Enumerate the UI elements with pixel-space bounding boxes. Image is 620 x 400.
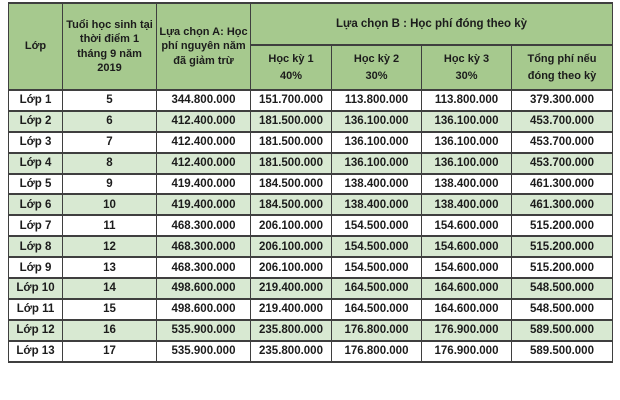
row-term1-cell: 151.700.000: [251, 90, 332, 111]
table-row: [9, 236, 613, 257]
header-option-a-column: Lựa chọn A: Học phí nguyên năm đã giảm trừ: [157, 3, 251, 90]
row-term3-cell: 136.100.000: [422, 153, 512, 174]
row-term1-cell: 219.400.000: [251, 299, 332, 320]
row-term3-cell: 176.900.000: [422, 341, 512, 362]
row-class-cell: Lớp 6: [9, 194, 63, 215]
row-option-a-cell: 344.800.000: [157, 90, 251, 111]
row-term2-cell: 138.400.000: [332, 194, 422, 215]
header-term1-percent: 40%: [279, 69, 303, 82]
header-term2-label: Học kỳ 2: [353, 52, 400, 65]
row-term3-cell: 136.100.000: [422, 111, 512, 132]
table-row: [9, 278, 613, 299]
row-option-a-cell: 498.600.000: [157, 299, 251, 320]
row-age-cell: 6: [63, 111, 157, 132]
row-age-cell: 13: [63, 257, 157, 278]
header-option-b-group: Lựa chọn B : Học phí đóng theo kỳ: [251, 3, 613, 45]
row-age-cell: 12: [63, 236, 157, 257]
row-age-cell: 14: [63, 278, 157, 299]
row-term2-cell: 136.100.000: [332, 111, 422, 132]
row-term1-cell: 206.100.000: [251, 236, 332, 257]
row-option-a-cell: 412.400.000: [157, 132, 251, 153]
row-term3-cell: 138.400.000: [422, 194, 512, 215]
row-term1-cell: 181.500.000: [251, 111, 332, 132]
row-total-cell: 515.200.000: [512, 215, 613, 236]
header-age-column: Tuổi học sinh tại thời điểm 1 tháng 9 năm 2019: [63, 3, 157, 90]
row-term2-cell: 154.500.000: [332, 215, 422, 236]
header-term1-column: [251, 45, 332, 90]
table-row: [9, 215, 613, 236]
row-age-cell: 17: [63, 341, 157, 362]
table-row: [9, 299, 613, 320]
row-age-cell: 5: [63, 90, 157, 111]
row-term3-cell: 138.400.000: [422, 174, 512, 195]
row-term2-cell: 154.500.000: [332, 257, 422, 278]
row-class-cell: Lớp 2: [9, 111, 63, 132]
row-term1-cell: 219.400.000: [251, 278, 332, 299]
row-class-cell: Lớp 12: [9, 320, 63, 341]
row-total-cell: 589.500.000: [512, 320, 613, 341]
row-term3-cell: 154.600.000: [422, 215, 512, 236]
row-term2-cell: 176.800.000: [332, 341, 422, 362]
row-term3-cell: 113.800.000: [422, 90, 512, 111]
row-term3-cell: 154.600.000: [422, 236, 512, 257]
row-term1-cell: 206.100.000: [251, 257, 332, 278]
row-class-cell: Lớp 13: [9, 341, 63, 362]
table-row: [9, 174, 613, 195]
header-term1-label: Học kỳ 1: [268, 52, 314, 65]
row-option-a-cell: 535.900.000: [157, 320, 251, 341]
row-class-cell: Lớp 8: [9, 236, 63, 257]
row-term2-cell: 136.100.000: [332, 132, 422, 153]
row-term1-cell: 181.500.000: [251, 153, 332, 174]
header-term3-label: Học kỳ 3: [443, 52, 490, 65]
row-option-a-cell: 468.300.000: [157, 215, 251, 236]
row-term2-cell: 164.500.000: [332, 299, 422, 320]
header-term2-column: [332, 45, 422, 90]
row-term1-cell: 184.500.000: [251, 174, 332, 195]
table-row: [9, 132, 613, 153]
row-term2-cell: 176.800.000: [332, 320, 422, 341]
table-row: [9, 111, 613, 132]
row-age-cell: 7: [63, 132, 157, 153]
row-term3-cell: 164.600.000: [422, 299, 512, 320]
row-term2-cell: 113.800.000: [332, 90, 422, 111]
table-row: [9, 341, 613, 362]
table-row: [9, 320, 613, 341]
row-class-cell: Lớp 1: [9, 90, 63, 111]
header-total-label-line2: đóng theo kỳ: [527, 69, 597, 82]
header-term3-percent: 30%: [455, 69, 478, 82]
row-term3-cell: 154.600.000: [422, 257, 512, 278]
row-option-a-cell: 498.600.000: [157, 278, 251, 299]
row-term1-cell: 184.500.000: [251, 194, 332, 215]
row-class-cell: Lớp 5: [9, 174, 63, 195]
row-total-cell: 453.700.000: [512, 153, 613, 174]
row-class-cell: Lớp 7: [9, 215, 63, 236]
row-class-cell: Lớp 4: [9, 153, 63, 174]
row-option-a-cell: 468.300.000: [157, 257, 251, 278]
row-term2-cell: 136.100.000: [332, 153, 422, 174]
row-total-cell: 548.500.000: [512, 299, 613, 320]
header-term3-column: [422, 45, 512, 90]
row-term3-cell: 164.600.000: [422, 278, 512, 299]
row-option-a-cell: 412.400.000: [157, 153, 251, 174]
row-total-cell: 548.500.000: [512, 278, 613, 299]
header-total-column: [512, 45, 613, 90]
row-term1-cell: 206.100.000: [251, 215, 332, 236]
row-age-cell: 9: [63, 174, 157, 195]
row-total-cell: 589.500.000: [512, 341, 613, 362]
header-term2-percent: 30%: [365, 69, 388, 82]
row-term2-cell: 154.500.000: [332, 236, 422, 257]
row-total-cell: 453.700.000: [512, 132, 613, 153]
row-total-cell: 461.300.000: [512, 174, 613, 195]
row-age-cell: 11: [63, 215, 157, 236]
row-total-cell: 515.200.000: [512, 257, 613, 278]
row-term1-cell: 235.800.000: [251, 341, 332, 362]
row-option-a-cell: 419.400.000: [157, 174, 251, 195]
header-class-column: Lớp: [9, 3, 63, 90]
row-term2-cell: 138.400.000: [332, 174, 422, 195]
table-row: [9, 90, 613, 111]
row-age-cell: 16: [63, 320, 157, 341]
header-total-label-line1: Tổng phí nếu: [527, 52, 597, 65]
row-term3-cell: 176.900.000: [422, 320, 512, 341]
row-option-a-cell: 419.400.000: [157, 194, 251, 215]
row-total-cell: 515.200.000: [512, 236, 613, 257]
tuition-fee-document: [8, 2, 613, 363]
row-term3-cell: 136.100.000: [422, 132, 512, 153]
row-term1-cell: 181.500.000: [251, 132, 332, 153]
row-option-a-cell: 468.300.000: [157, 236, 251, 257]
row-term2-cell: 164.500.000: [332, 278, 422, 299]
row-class-cell: Lớp 9: [9, 257, 63, 278]
row-option-a-cell: 412.400.000: [157, 111, 251, 132]
table-row: [9, 153, 613, 174]
table-body: [9, 90, 613, 362]
row-class-cell: Lớp 3: [9, 132, 63, 153]
row-term1-cell: 235.800.000: [251, 320, 332, 341]
tuition-fee-table: [8, 2, 613, 363]
row-class-cell: Lớp 11: [9, 299, 63, 320]
header-row-top: [9, 3, 613, 45]
table-row: [9, 194, 613, 215]
row-total-cell: 453.700.000: [512, 111, 613, 132]
row-age-cell: 10: [63, 194, 157, 215]
row-total-cell: 379.300.000: [512, 90, 613, 111]
row-option-a-cell: 535.900.000: [157, 341, 251, 362]
table-row: [9, 257, 613, 278]
row-age-cell: 15: [63, 299, 157, 320]
row-class-cell: Lớp 10: [9, 278, 63, 299]
row-total-cell: 461.300.000: [512, 194, 613, 215]
row-age-cell: 8: [63, 153, 157, 174]
